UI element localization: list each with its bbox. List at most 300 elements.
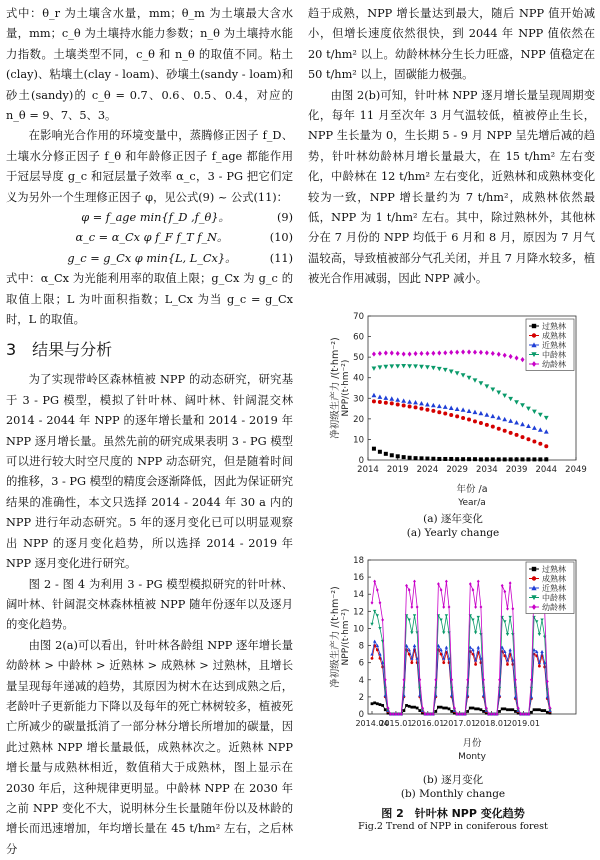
data-point bbox=[532, 439, 536, 443]
data-point bbox=[419, 456, 423, 460]
legend-marker bbox=[532, 576, 536, 580]
y-tick-label: 14 bbox=[353, 590, 364, 601]
data-point bbox=[408, 705, 411, 708]
data-point bbox=[379, 703, 382, 706]
data-point bbox=[413, 614, 416, 617]
y-axis-label-cn: 净初级生产力 /(t·hm⁻²) bbox=[330, 337, 341, 439]
x-tick-label: 2014 bbox=[357, 465, 379, 475]
data-point bbox=[526, 457, 530, 461]
data-point bbox=[450, 710, 453, 713]
data-point bbox=[425, 402, 430, 406]
data-point bbox=[390, 350, 394, 355]
section-heading: 3 结果与分析 bbox=[6, 340, 113, 360]
data-point bbox=[497, 457, 501, 461]
data-point bbox=[511, 607, 514, 611]
equation-9: φ = f_age min{f_D ,f_θ}。 (9) bbox=[81, 211, 293, 225]
data-point bbox=[473, 378, 478, 382]
data-point bbox=[491, 457, 495, 461]
subcaption-b-en: (b) Monthly change bbox=[400, 788, 506, 800]
data-point bbox=[373, 640, 376, 643]
data-point bbox=[431, 457, 435, 461]
data-point bbox=[472, 588, 475, 592]
data-point bbox=[509, 354, 513, 359]
data-point bbox=[407, 399, 412, 403]
series-幼龄林 bbox=[372, 349, 548, 370]
data-point bbox=[485, 350, 489, 355]
data-point bbox=[419, 365, 424, 369]
data-point bbox=[414, 405, 418, 409]
data-point bbox=[530, 687, 533, 690]
data-point bbox=[521, 457, 525, 461]
y-tick-label: 2 bbox=[358, 692, 364, 703]
data-point bbox=[376, 614, 379, 617]
equation-11: g_c = g_Cx φ min{L, L_Cx}。 (11) bbox=[67, 251, 293, 265]
equation-10: α_c = α_Cx φ f_F f_T f_N。 (10) bbox=[75, 231, 293, 245]
data-point bbox=[401, 364, 406, 368]
data-point bbox=[372, 399, 376, 403]
data-point bbox=[477, 707, 480, 710]
data-point bbox=[503, 707, 506, 710]
data-point bbox=[497, 427, 501, 431]
data-point bbox=[474, 631, 477, 634]
data-point bbox=[384, 401, 388, 405]
data-point bbox=[461, 349, 465, 354]
data-point bbox=[371, 601, 374, 605]
y-tick-label: 0 bbox=[358, 456, 364, 466]
data-point bbox=[526, 437, 530, 441]
data-point bbox=[442, 661, 445, 664]
data-point bbox=[443, 350, 447, 355]
data-point bbox=[474, 707, 477, 710]
data-point bbox=[520, 422, 525, 426]
data-point bbox=[384, 350, 388, 355]
paragraph-fig2b-analysis: 由图 2(b)可知，针叶林 NPP 逐月增长量呈现周期变化，每年 11 月至次年 3 月气温较低，植被停止生长，NPP 生长量为 0，生长期 5 - 9 月 NPP 呈先增后减的趋势，针叶林幼龄林月增长量最大，在 15 t/hm² 左右变化，中龄林在 12 t/hm² 左右变化，近熟林和成熟林变化较为一致，NPP 增长量约为 7 t/hm²，成熟林依然最低，NPP 为 1 t/hm² 左右。其中，除过熟林外，其他林分在 7 月份的 NPP 均低于 6 月和 8 月，原因为 7 月气温较高，导致植被部分气孔关闭，并且 7 月降水较多，植被光合作用减弱，因此 NPP 减小。 bbox=[308, 88, 595, 286]
data-point bbox=[402, 403, 406, 407]
legend-label: 中龄林 bbox=[542, 593, 566, 603]
data-point bbox=[482, 710, 485, 713]
data-point bbox=[473, 419, 477, 423]
data-point bbox=[425, 351, 429, 356]
data-point bbox=[480, 708, 483, 711]
data-point bbox=[437, 706, 440, 709]
series-中龄林 bbox=[372, 364, 549, 420]
data-point bbox=[496, 415, 501, 419]
data-point bbox=[401, 398, 406, 402]
data-point bbox=[515, 457, 519, 461]
data-point bbox=[416, 707, 419, 710]
data-point bbox=[503, 620, 506, 623]
data-point bbox=[474, 663, 477, 666]
data-point bbox=[443, 368, 448, 372]
data-point bbox=[437, 410, 441, 414]
x-tick-label: 2016.01 bbox=[411, 719, 445, 728]
data-point bbox=[538, 427, 543, 431]
data-point bbox=[538, 457, 542, 461]
data-point bbox=[532, 410, 537, 414]
y-tick-label: 20 bbox=[353, 414, 364, 425]
y-tick-label: 18 bbox=[353, 556, 364, 566]
data-point bbox=[419, 401, 424, 405]
subcaption-b bbox=[308, 773, 598, 801]
data-point bbox=[410, 661, 413, 664]
data-point bbox=[431, 351, 435, 356]
data-point bbox=[546, 711, 549, 714]
x-tick-label: 2039 bbox=[505, 465, 528, 475]
data-point bbox=[455, 414, 459, 418]
subcaption-b-cn: (b) 逐月变化 bbox=[422, 774, 484, 786]
legend-label: 过熟林 bbox=[542, 322, 566, 331]
data-point bbox=[376, 702, 379, 705]
data-point bbox=[448, 605, 451, 609]
data-point bbox=[509, 431, 513, 435]
data-point bbox=[443, 457, 447, 461]
data-point bbox=[443, 412, 447, 416]
data-point bbox=[461, 373, 466, 377]
data-point bbox=[467, 417, 471, 421]
x-tick-label: 2034 bbox=[476, 465, 498, 475]
data-point bbox=[496, 391, 501, 395]
data-point bbox=[467, 457, 471, 461]
data-point bbox=[384, 452, 388, 456]
data-point bbox=[408, 351, 412, 356]
series-过熟林 bbox=[372, 447, 548, 462]
data-point bbox=[377, 394, 382, 398]
y-tick-label: 6 bbox=[358, 658, 364, 669]
data-point bbox=[498, 710, 501, 713]
data-point bbox=[455, 350, 459, 355]
series-line bbox=[372, 646, 550, 714]
y-tick-label: 30 bbox=[353, 394, 364, 405]
data-point bbox=[419, 351, 423, 356]
legend-marker bbox=[532, 333, 536, 337]
y-axis-label-en: NPP/(t·hm⁻²) bbox=[341, 359, 351, 417]
data-point bbox=[396, 454, 400, 458]
paragraph-soil-params: 式中：θ_r 为土壤含水量，mm；θ_m 为土壤最大含水量，mm；c_θ 为土壤持水能力参数；n_θ 为土壤持水能力指数。土壤类型不同，c_θ 和 n_θ 的取值不同。粘土(clay)、粘壤土(clay - loam)、砂壤土(sandy - loam)和砂土(sandy)的 c_θ = 0.7、0.6、0.5、0.4，对应的 n_θ = 9、7、5、3。 bbox=[6, 7, 293, 123]
data-point bbox=[538, 442, 542, 446]
series-幼龄林 bbox=[371, 580, 552, 716]
legend-label: 幼龄林 bbox=[542, 360, 566, 369]
x-tick-label: 2044 bbox=[535, 465, 558, 475]
data-point bbox=[540, 650, 543, 653]
data-point bbox=[530, 711, 533, 714]
data-point bbox=[508, 397, 513, 401]
data-point bbox=[402, 351, 406, 356]
data-point bbox=[477, 646, 480, 649]
data-point bbox=[502, 417, 507, 421]
data-point bbox=[373, 580, 376, 584]
data-point bbox=[520, 403, 525, 407]
data-point bbox=[442, 707, 445, 710]
series-成熟林 bbox=[371, 644, 552, 715]
paragraph-fig2a-analysis: 由图 2(a)可以看出，针叶林各龄组 NPP 逐年增长量幼龄林 > 中龄林 > 近熟林 > 成熟林 > 过熟林，且增长量呈现每年递减的趋势，其原因为树木在达到成熟之后，老龄叶子更新能力下降以及每年的死亡林树较多，植被死亡所减少的碳量抵消了一部分林分增长所增加的碳量，因此过熟林 NPP 增长量最低，成熟林次之。近熟林 NPP 增长量与成熟林相近，数值稍大于成熟林，图上显示在 2030 年后，这种规律更明显。中龄林 NPP 在 2030 年之前 NPP 变化不大，说明林分生长量随年份以及林龄的增长而迅速增加，年均增长量在 45 t/hm² 左右，之后林分 bbox=[6, 638, 293, 856]
data-point bbox=[383, 395, 388, 399]
data-point bbox=[402, 687, 405, 690]
data-point bbox=[379, 601, 382, 605]
y-tick-label: 40 bbox=[353, 373, 364, 384]
data-point bbox=[378, 400, 382, 404]
legend-label: 成熟林 bbox=[542, 574, 566, 584]
data-point bbox=[408, 456, 412, 460]
data-point bbox=[442, 605, 445, 609]
chart-monthly-svg bbox=[308, 548, 598, 773]
y-tick-label: 0 bbox=[358, 710, 364, 720]
figure-caption-cn: 图 2 针叶林 NPP 变化趋势 bbox=[381, 807, 525, 820]
data-point bbox=[372, 393, 377, 397]
subcaption-a bbox=[308, 512, 598, 540]
data-point bbox=[508, 648, 511, 651]
data-point bbox=[425, 457, 429, 461]
x-tick-label: 2015.01 bbox=[379, 719, 413, 728]
data-point bbox=[431, 409, 435, 413]
data-point bbox=[373, 701, 376, 704]
figure-caption-en: Fig.2 Trend of NPP in coniferous forest bbox=[358, 821, 548, 832]
data-point bbox=[461, 407, 466, 411]
legend-label: 幼龄林 bbox=[542, 603, 566, 612]
data-point bbox=[477, 580, 480, 584]
data-point bbox=[437, 457, 441, 461]
y-tick-label: 8 bbox=[358, 641, 364, 652]
data-point bbox=[535, 620, 538, 623]
data-point bbox=[503, 429, 507, 433]
data-point bbox=[425, 408, 429, 412]
series-近熟林 bbox=[372, 393, 549, 434]
data-point bbox=[437, 350, 441, 355]
data-point bbox=[455, 457, 459, 461]
data-point bbox=[491, 351, 495, 356]
data-point bbox=[440, 588, 443, 592]
x-tick-label: 2017.01 bbox=[443, 719, 477, 728]
data-point bbox=[443, 405, 448, 409]
data-point bbox=[538, 665, 541, 668]
data-point bbox=[540, 618, 543, 621]
data-point bbox=[508, 616, 511, 619]
data-point bbox=[445, 707, 448, 710]
data-point bbox=[378, 351, 382, 356]
data-point bbox=[506, 607, 509, 611]
data-point bbox=[414, 351, 418, 356]
data-point bbox=[395, 364, 400, 368]
data-point bbox=[372, 351, 376, 356]
data-point bbox=[511, 708, 514, 711]
data-point bbox=[506, 663, 509, 666]
y-axis-label-en: NPP/(t·hm⁻²) bbox=[341, 608, 351, 666]
data-point bbox=[390, 453, 394, 457]
x-tick-label: 2049 bbox=[565, 465, 587, 475]
x-tick-label: 2029 bbox=[446, 465, 468, 475]
data-point bbox=[473, 350, 477, 355]
paragraph-modifiers: 在影响光合作用的环境变量中，蒸腾修正因子 f_D、土壤水分修正因子 f_θ 和年龄修正因子 f_age 都能作用于冠层导度 g_c 和冠层量子效率 α_c，3 - PG 把它们定义为另外一个生理修正因子 φ，见公式(9) ~ 公式(11)： bbox=[6, 129, 293, 204]
series-line bbox=[372, 611, 550, 714]
data-point bbox=[479, 411, 484, 415]
data-point bbox=[532, 457, 536, 461]
data-point bbox=[410, 631, 413, 634]
data-point bbox=[533, 708, 536, 711]
data-point bbox=[514, 400, 519, 404]
right-column bbox=[308, 4, 595, 290]
data-point bbox=[466, 710, 469, 713]
data-point bbox=[376, 588, 379, 592]
y-tick-label: 10 bbox=[353, 435, 364, 446]
legend-label: 近熟林 bbox=[542, 584, 566, 593]
data-point bbox=[472, 707, 475, 710]
data-point bbox=[514, 710, 517, 713]
paragraph-figure-intro: 图 2 - 图 4 为利用 3 - PG 模型模拟研究的针叶林、阔叶林、针阔混交林森林植被 NPP 随年份逐年以及逐月的变化趋势。 bbox=[6, 577, 293, 632]
data-point bbox=[479, 350, 483, 355]
data-point bbox=[509, 457, 513, 461]
data-point bbox=[467, 409, 472, 413]
data-point bbox=[538, 633, 541, 636]
data-point bbox=[485, 457, 489, 461]
data-point bbox=[506, 633, 509, 636]
legend-label: 近熟林 bbox=[542, 341, 566, 350]
data-point bbox=[469, 707, 472, 710]
data-point bbox=[455, 371, 460, 375]
data-point bbox=[410, 706, 413, 709]
data-point bbox=[378, 450, 382, 454]
data-point bbox=[396, 351, 400, 356]
data-point bbox=[389, 364, 394, 368]
chart-yearly-svg bbox=[308, 300, 598, 510]
x-axis-label-cn: 年份 /a bbox=[456, 484, 488, 495]
data-point bbox=[526, 424, 531, 428]
data-point bbox=[419, 407, 423, 411]
data-point bbox=[471, 618, 474, 621]
data-point bbox=[479, 381, 484, 385]
data-point bbox=[490, 414, 495, 418]
y-tick-label: 12 bbox=[353, 607, 364, 618]
data-point bbox=[437, 404, 442, 408]
data-point bbox=[377, 365, 382, 369]
data-point bbox=[405, 704, 408, 707]
data-point bbox=[526, 407, 531, 411]
x-tick-label: 2019.01 bbox=[506, 719, 540, 728]
series-中龄林 bbox=[370, 610, 551, 716]
data-point bbox=[514, 420, 519, 424]
data-point bbox=[543, 709, 546, 712]
data-point bbox=[502, 394, 507, 398]
data-point bbox=[484, 384, 489, 388]
data-point bbox=[445, 580, 448, 584]
data-point bbox=[372, 366, 377, 370]
data-point bbox=[371, 702, 374, 705]
y-tick-label: 16 bbox=[353, 573, 364, 584]
data-point bbox=[544, 457, 548, 461]
x-tick-label: 2019 bbox=[386, 465, 409, 475]
data-point bbox=[413, 706, 416, 709]
data-point bbox=[544, 429, 549, 433]
y-tick-label: 4 bbox=[358, 675, 364, 686]
chart-monthly bbox=[308, 548, 598, 777]
data-point bbox=[484, 412, 489, 416]
data-point bbox=[515, 355, 519, 360]
data-point bbox=[413, 580, 416, 584]
data-point bbox=[425, 365, 430, 369]
data-point bbox=[434, 710, 437, 713]
data-point bbox=[461, 416, 465, 420]
data-point bbox=[408, 405, 412, 409]
legend-marker bbox=[532, 567, 536, 571]
data-point bbox=[416, 605, 419, 609]
data-point bbox=[381, 618, 384, 622]
x-tick-label: 2014.04 bbox=[355, 719, 389, 728]
data-point bbox=[538, 708, 541, 711]
data-point bbox=[383, 365, 388, 369]
y-tick-label: 70 bbox=[353, 312, 364, 322]
data-point bbox=[396, 402, 400, 406]
data-point bbox=[535, 708, 538, 711]
data-point bbox=[461, 457, 465, 461]
data-point bbox=[372, 447, 376, 451]
data-point bbox=[509, 708, 512, 711]
data-point bbox=[490, 387, 495, 391]
data-point bbox=[503, 353, 507, 358]
series-line bbox=[372, 641, 550, 714]
data-point bbox=[413, 644, 416, 647]
data-point bbox=[440, 706, 443, 709]
data-point bbox=[467, 349, 471, 354]
left-column bbox=[6, 4, 293, 860]
data-point bbox=[479, 457, 483, 461]
legend-label: 过熟林 bbox=[542, 565, 566, 574]
data-point bbox=[485, 423, 489, 427]
data-point bbox=[445, 614, 448, 617]
data-point bbox=[431, 403, 436, 407]
data-point bbox=[503, 457, 507, 461]
data-point bbox=[538, 413, 543, 417]
data-point bbox=[434, 687, 437, 690]
y-tick-label: 10 bbox=[353, 624, 364, 635]
legend-label: 成熟林 bbox=[542, 331, 566, 341]
data-point bbox=[413, 400, 418, 404]
data-point bbox=[413, 364, 418, 368]
data-point bbox=[521, 357, 525, 362]
data-point bbox=[389, 396, 394, 400]
data-point bbox=[371, 657, 374, 660]
data-point bbox=[437, 367, 442, 371]
data-point bbox=[491, 425, 495, 429]
legend-label: 中龄林 bbox=[542, 350, 566, 360]
y-tick-label: 60 bbox=[353, 332, 364, 343]
data-point bbox=[508, 419, 513, 423]
data-point bbox=[541, 709, 544, 712]
data-point bbox=[408, 618, 411, 621]
data-point bbox=[498, 687, 501, 690]
data-point bbox=[390, 401, 394, 405]
data-point bbox=[455, 407, 460, 411]
data-point bbox=[402, 455, 406, 459]
paragraph-study-design: 为了实现带岭区森林植被 NPP 的动态研究，研究基于 3 - PG 模型，模拟了针叶林、阔叶林、针阔混交林 2014 - 2044 年 NPP 的逐年增长量和 2014 - 2019 年 NPP 逐月增长量。虽然先前的研究成果表明 3 - PG 模型可以进行较大时空尺度的 NPP 动态研究，但是随着时间的推移，3 - PG 模型的精度会逐渐降低，因此为保证研究结果的准确性，本文只选择 2014 - 2044 年 30 a 内的 NPP 进行年动态研究。5 年的逐月变化已可以明显观察出 NPP 的逐月变化趋势，所以选择 2014 - 2019 年 NPP 逐月变化进行研究。 bbox=[6, 373, 293, 571]
y-axis-label-cn: 净初级生产力 /(t·hm⁻²) bbox=[330, 586, 341, 688]
figure-caption bbox=[308, 806, 598, 833]
data-point bbox=[501, 707, 504, 710]
data-point bbox=[474, 605, 477, 609]
data-point bbox=[473, 410, 478, 414]
data-point bbox=[407, 364, 412, 368]
data-point bbox=[509, 581, 512, 585]
data-point bbox=[395, 397, 400, 401]
data-point bbox=[418, 709, 421, 712]
x-tick-label: 2024 bbox=[416, 465, 439, 475]
data-point bbox=[532, 426, 537, 430]
data-point bbox=[449, 457, 453, 461]
data-point bbox=[384, 708, 387, 711]
series-line bbox=[372, 581, 550, 714]
data-point bbox=[448, 707, 451, 710]
x-tick-label: 2018.01 bbox=[475, 719, 509, 728]
data-point bbox=[515, 433, 519, 437]
data-point bbox=[414, 456, 418, 460]
data-point bbox=[473, 457, 477, 461]
